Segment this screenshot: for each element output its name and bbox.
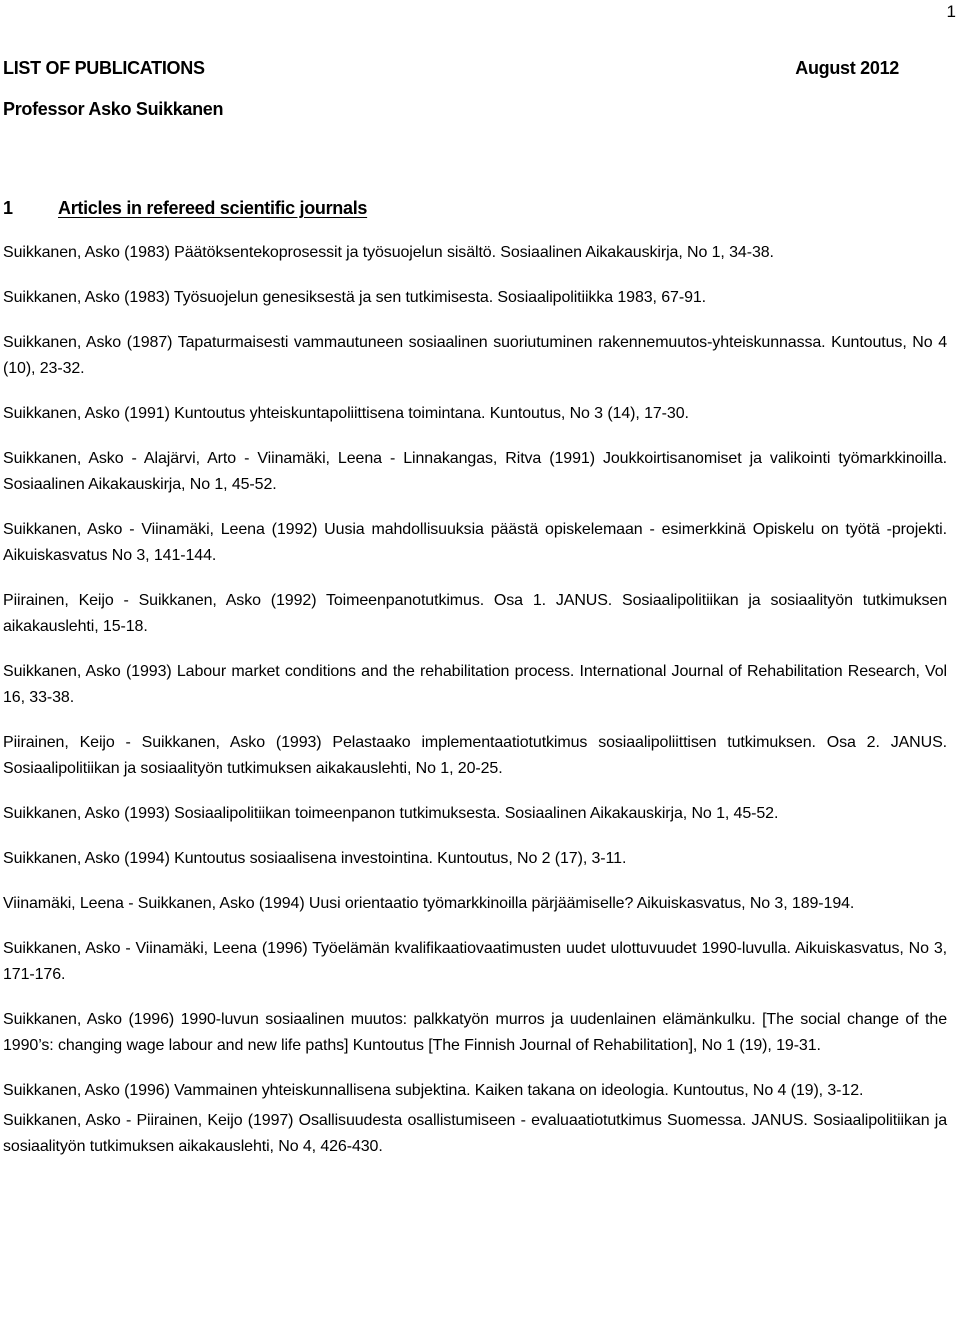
document-header bbox=[3, 58, 899, 79]
author-name: Professor Asko Suikkanen bbox=[3, 99, 224, 119]
section-title: Articles in refereed scientific journals bbox=[58, 198, 368, 218]
publication-entry: Suikkanen, Asko - Piirainen, Keijo (1997) Osallisuudesta osallistumiseen - evaluaatiotutkimus Suomessa. JANUS. Sosiaalipolitiikan ja sosiaalityön tutkimuksen aikakauslehti, No 4, 426-430. bbox=[3, 1112, 947, 1155]
publication-entry: Suikkanen, Asko (1996) 1990-luvun sosiaalinen muutos: palkkatyön murros ja uudenlainen elämänkulku. [The social change of the 1990’s: changing wage labour and new life paths] Kuntoutus [The Finnish Journal of Rehabilitation], No 1 (19), 19-31. bbox=[3, 1011, 947, 1054]
page-number: 1 bbox=[946, 2, 956, 21]
section-heading bbox=[3, 198, 367, 219]
publication-entry: Suikkanen, Asko - Alajärvi, Arto - Viinamäki, Leena - Linnakangas, Ritva (1991) Joukkoirtisanomiset ja valikointi työmarkkinoilla. Sosiaalinen Aikakauskirja, No 1, 45-52. bbox=[3, 450, 947, 493]
publication-entry: Suikkanen, Asko - Viinamäki, Leena (1992) Uusia mahdollisuuksia päästä opiskelemaan - esimerkkinä Opiskelu on työtä -projekti. Aikuiskasvatus No 3, 141-144. bbox=[3, 521, 947, 564]
publication-list bbox=[3, 240, 947, 1179]
publication-entry: Suikkanen, Asko (1993) Labour market conditions and the rehabilitation process. International Journal of Rehabilitation Research, Vol 16, 33-38. bbox=[3, 663, 947, 706]
publication-entry: Viinamäki, Leena - Suikkanen, Asko (1994) Uusi orientaatio työmarkkinoilla pärjäämiselle? Aikuiskasvatus, No 3, 189-194. bbox=[3, 895, 855, 912]
publication-entry: Suikkanen, Asko (1996) Vammainen yhteiskunnallisena subjektina. Kaiken takana on ideologia. Kuntoutus, No 4 (19), 3-12. bbox=[3, 1082, 864, 1099]
publication-entry: Suikkanen, Asko (1983) Päätöksentekoprosessit ja työsuojelun sisältö. Sosiaalinen Aikakauskirja, No 1, 34-38. bbox=[3, 244, 774, 261]
section-number: 1 bbox=[3, 198, 13, 218]
publication-entry: Piirainen, Keijo - Suikkanen, Asko (1992) Toimeenpanotutkimus. Osa 1. JANUS. Sosiaalipolitiikan ja sosiaalityön tutkimuksen aikakauslehti, 15-18. bbox=[3, 592, 947, 635]
publication-entry: Suikkanen, Asko - Viinamäki, Leena (1996) Työelämän kvalifikaatiovaatimusten uudet ulottuvuudet 1990-luvulla. Aikuiskasvatus, No 3, 171-176. bbox=[3, 940, 947, 983]
document-title: LIST OF PUBLICATIONS bbox=[3, 58, 205, 78]
publication-entry: Suikkanen, Asko (1987) Tapaturmaisesti vammautuneen sosiaalinen suoriutuminen rakennemuutos-yhteiskunnassa. Kuntoutus, No 4 (10), 23-32. bbox=[3, 334, 947, 377]
publication-entry: Suikkanen, Asko (1994) Kuntoutus sosiaalisena investointina. Kuntoutus, No 2 (17), 3-11. bbox=[3, 850, 627, 867]
document-date: August 2012 bbox=[795, 58, 899, 78]
publication-entry: Suikkanen, Asko (1993) Sosiaalipolitiikan toimeenpanon tutkimuksesta. Sosiaalinen Aikakauskirja, No 1, 45-52. bbox=[3, 805, 779, 822]
publication-entry: Suikkanen, Asko (1983) Työsuojelun genesiksestä ja sen tutkimisesta. Sosiaalipolitiikka 1983, 67-91. bbox=[3, 289, 707, 306]
publication-entry: Suikkanen, Asko (1991) Kuntoutus yhteiskuntapoliittisena toimintana. Kuntoutus, No 3 (14), 17-30. bbox=[3, 405, 689, 422]
publication-entry: Piirainen, Keijo - Suikkanen, Asko (1993) Pelastaako implementaatiotutkimus sosiaalipoliittisen tutkimuksen. Osa 2. JANUS. Sosiaalipolitiikan ja sosiaalityön tutkimuksen aikakauslehti, No 1, 20-25. bbox=[3, 734, 947, 777]
